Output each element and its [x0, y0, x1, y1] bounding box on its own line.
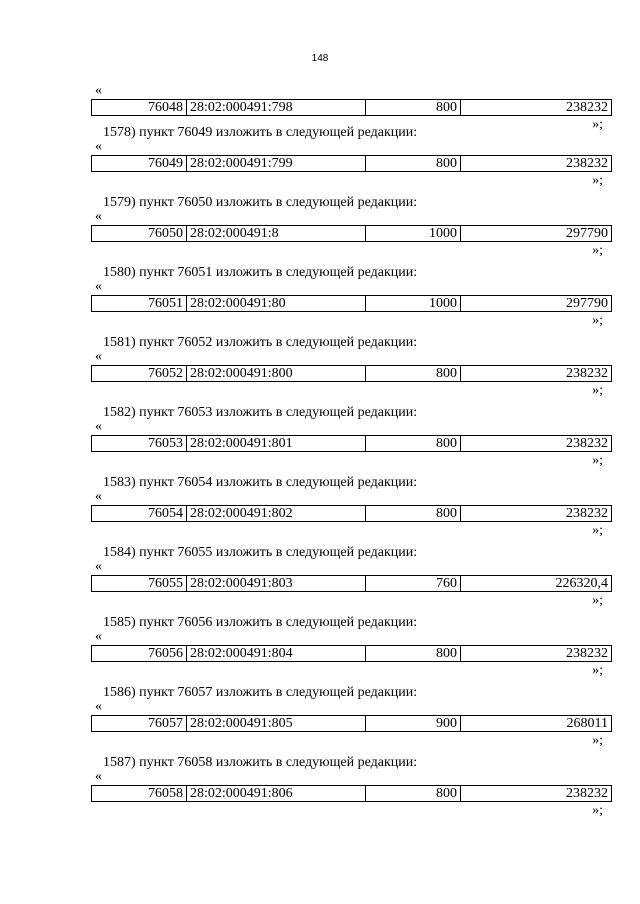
instruction-text: 1585) пункт 76056 изложить в следующей редакции:: [103, 615, 418, 630]
close-quote: »;: [592, 593, 603, 608]
item-number: 76053: [92, 436, 187, 452]
instruction-text: 1582) пункт 76053 изложить в следующей редакции:: [103, 405, 418, 420]
area-value: 800: [366, 786, 461, 802]
cadastral-number: 28:02:000491:798: [187, 100, 366, 116]
close-quote: »;: [592, 243, 603, 258]
open-quote: «: [95, 699, 102, 714]
close-quote: »;: [592, 173, 603, 188]
item-number: 76051: [92, 296, 187, 312]
area-value: 1000: [366, 226, 461, 242]
item-number: 76050: [92, 226, 187, 242]
cadastral-number: 28:02:000491:803: [187, 576, 366, 592]
close-quote: »;: [592, 313, 603, 328]
instruction-text: 1581) пункт 76052 изложить в следующей редакции:: [103, 335, 418, 350]
cadastral-number: 28:02:000491:799: [187, 156, 366, 172]
table-row: [91, 365, 612, 382]
item-number: 76048: [92, 100, 187, 116]
table-row: [91, 155, 612, 172]
open-quote: «: [95, 559, 102, 574]
cost-value: 238232: [461, 786, 612, 802]
table-row: [91, 715, 612, 732]
instruction-text: 1584) пункт 76055 изложить в следующей редакции:: [103, 545, 418, 560]
instruction-text: 1586) пункт 76057 изложить в следующей редакции:: [103, 685, 418, 700]
item-number: 76056: [92, 646, 187, 662]
cost-value: 238232: [461, 506, 612, 522]
instruction-text: 1578) пункт 76049 изложить в следующей редакции:: [103, 125, 418, 140]
item-number: 76052: [92, 366, 187, 382]
cadastral-number: 28:02:000491:805: [187, 716, 366, 732]
open-quote: «: [95, 209, 102, 224]
table-row: [91, 505, 612, 522]
cadastral-number: 28:02:000491:806: [187, 786, 366, 802]
area-value: 900: [366, 716, 461, 732]
open-quote: «: [95, 83, 102, 98]
cost-value: 238232: [461, 156, 612, 172]
close-quote: »;: [592, 117, 603, 132]
area-value: 800: [366, 156, 461, 172]
open-quote: «: [95, 419, 102, 434]
close-quote: »;: [592, 733, 603, 748]
page-number: 148: [311, 53, 329, 64]
item-number: 76054: [92, 506, 187, 522]
cadastral-number: 28:02:000491:802: [187, 506, 366, 522]
table-row: [91, 575, 612, 592]
open-quote: «: [95, 349, 102, 364]
close-quote: »;: [592, 663, 603, 678]
close-quote: »;: [592, 383, 603, 398]
cost-value: 238232: [461, 366, 612, 382]
close-quote: »;: [592, 453, 603, 468]
cost-value: 268011: [461, 716, 612, 732]
table-row: [91, 645, 612, 662]
area-value: 800: [366, 366, 461, 382]
close-quote: »;: [592, 803, 603, 818]
cost-value: 297790: [461, 296, 612, 312]
cadastral-number: 28:02:000491:80: [187, 296, 366, 312]
open-quote: «: [95, 489, 102, 504]
item-number: 76049: [92, 156, 187, 172]
open-quote: «: [95, 279, 102, 294]
cost-value: 226320,4: [461, 576, 612, 592]
area-value: 760: [366, 576, 461, 592]
area-value: 800: [366, 100, 461, 116]
cost-value: 238232: [461, 646, 612, 662]
open-quote: «: [95, 629, 102, 644]
document-body: [91, 83, 611, 839]
amendment-block: [91, 755, 611, 839]
instruction-text: 1583) пункт 76054 изложить в следующей редакции:: [103, 475, 418, 490]
item-number: 76058: [92, 786, 187, 802]
area-value: 800: [366, 436, 461, 452]
area-value: 1000: [366, 296, 461, 312]
cadastral-number: 28:02:000491:801: [187, 436, 366, 452]
cost-value: 238232: [461, 436, 612, 452]
cost-value: 238232: [461, 100, 612, 116]
item-number: 76057: [92, 716, 187, 732]
cadastral-number: 28:02:000491:804: [187, 646, 366, 662]
cost-value: 297790: [461, 226, 612, 242]
table-row: [91, 295, 612, 312]
area-value: 800: [366, 646, 461, 662]
item-number: 76055: [92, 576, 187, 592]
close-quote: »;: [592, 523, 603, 538]
instruction-text: 1579) пункт 76050 изложить в следующей редакции:: [103, 195, 418, 210]
open-quote: «: [95, 769, 102, 784]
table-row: [91, 225, 612, 242]
instruction-text: 1580) пункт 76051 изложить в следующей редакции:: [103, 265, 418, 280]
area-value: 800: [366, 506, 461, 522]
cadastral-number: 28:02:000491:800: [187, 366, 366, 382]
table-row: [91, 785, 612, 802]
cadastral-number: 28:02:000491:8: [187, 226, 366, 242]
table-row: [91, 99, 612, 116]
table-row: [91, 435, 612, 452]
instruction-text: 1587) пункт 76058 изложить в следующей редакции:: [103, 755, 418, 770]
open-quote: «: [95, 139, 102, 154]
